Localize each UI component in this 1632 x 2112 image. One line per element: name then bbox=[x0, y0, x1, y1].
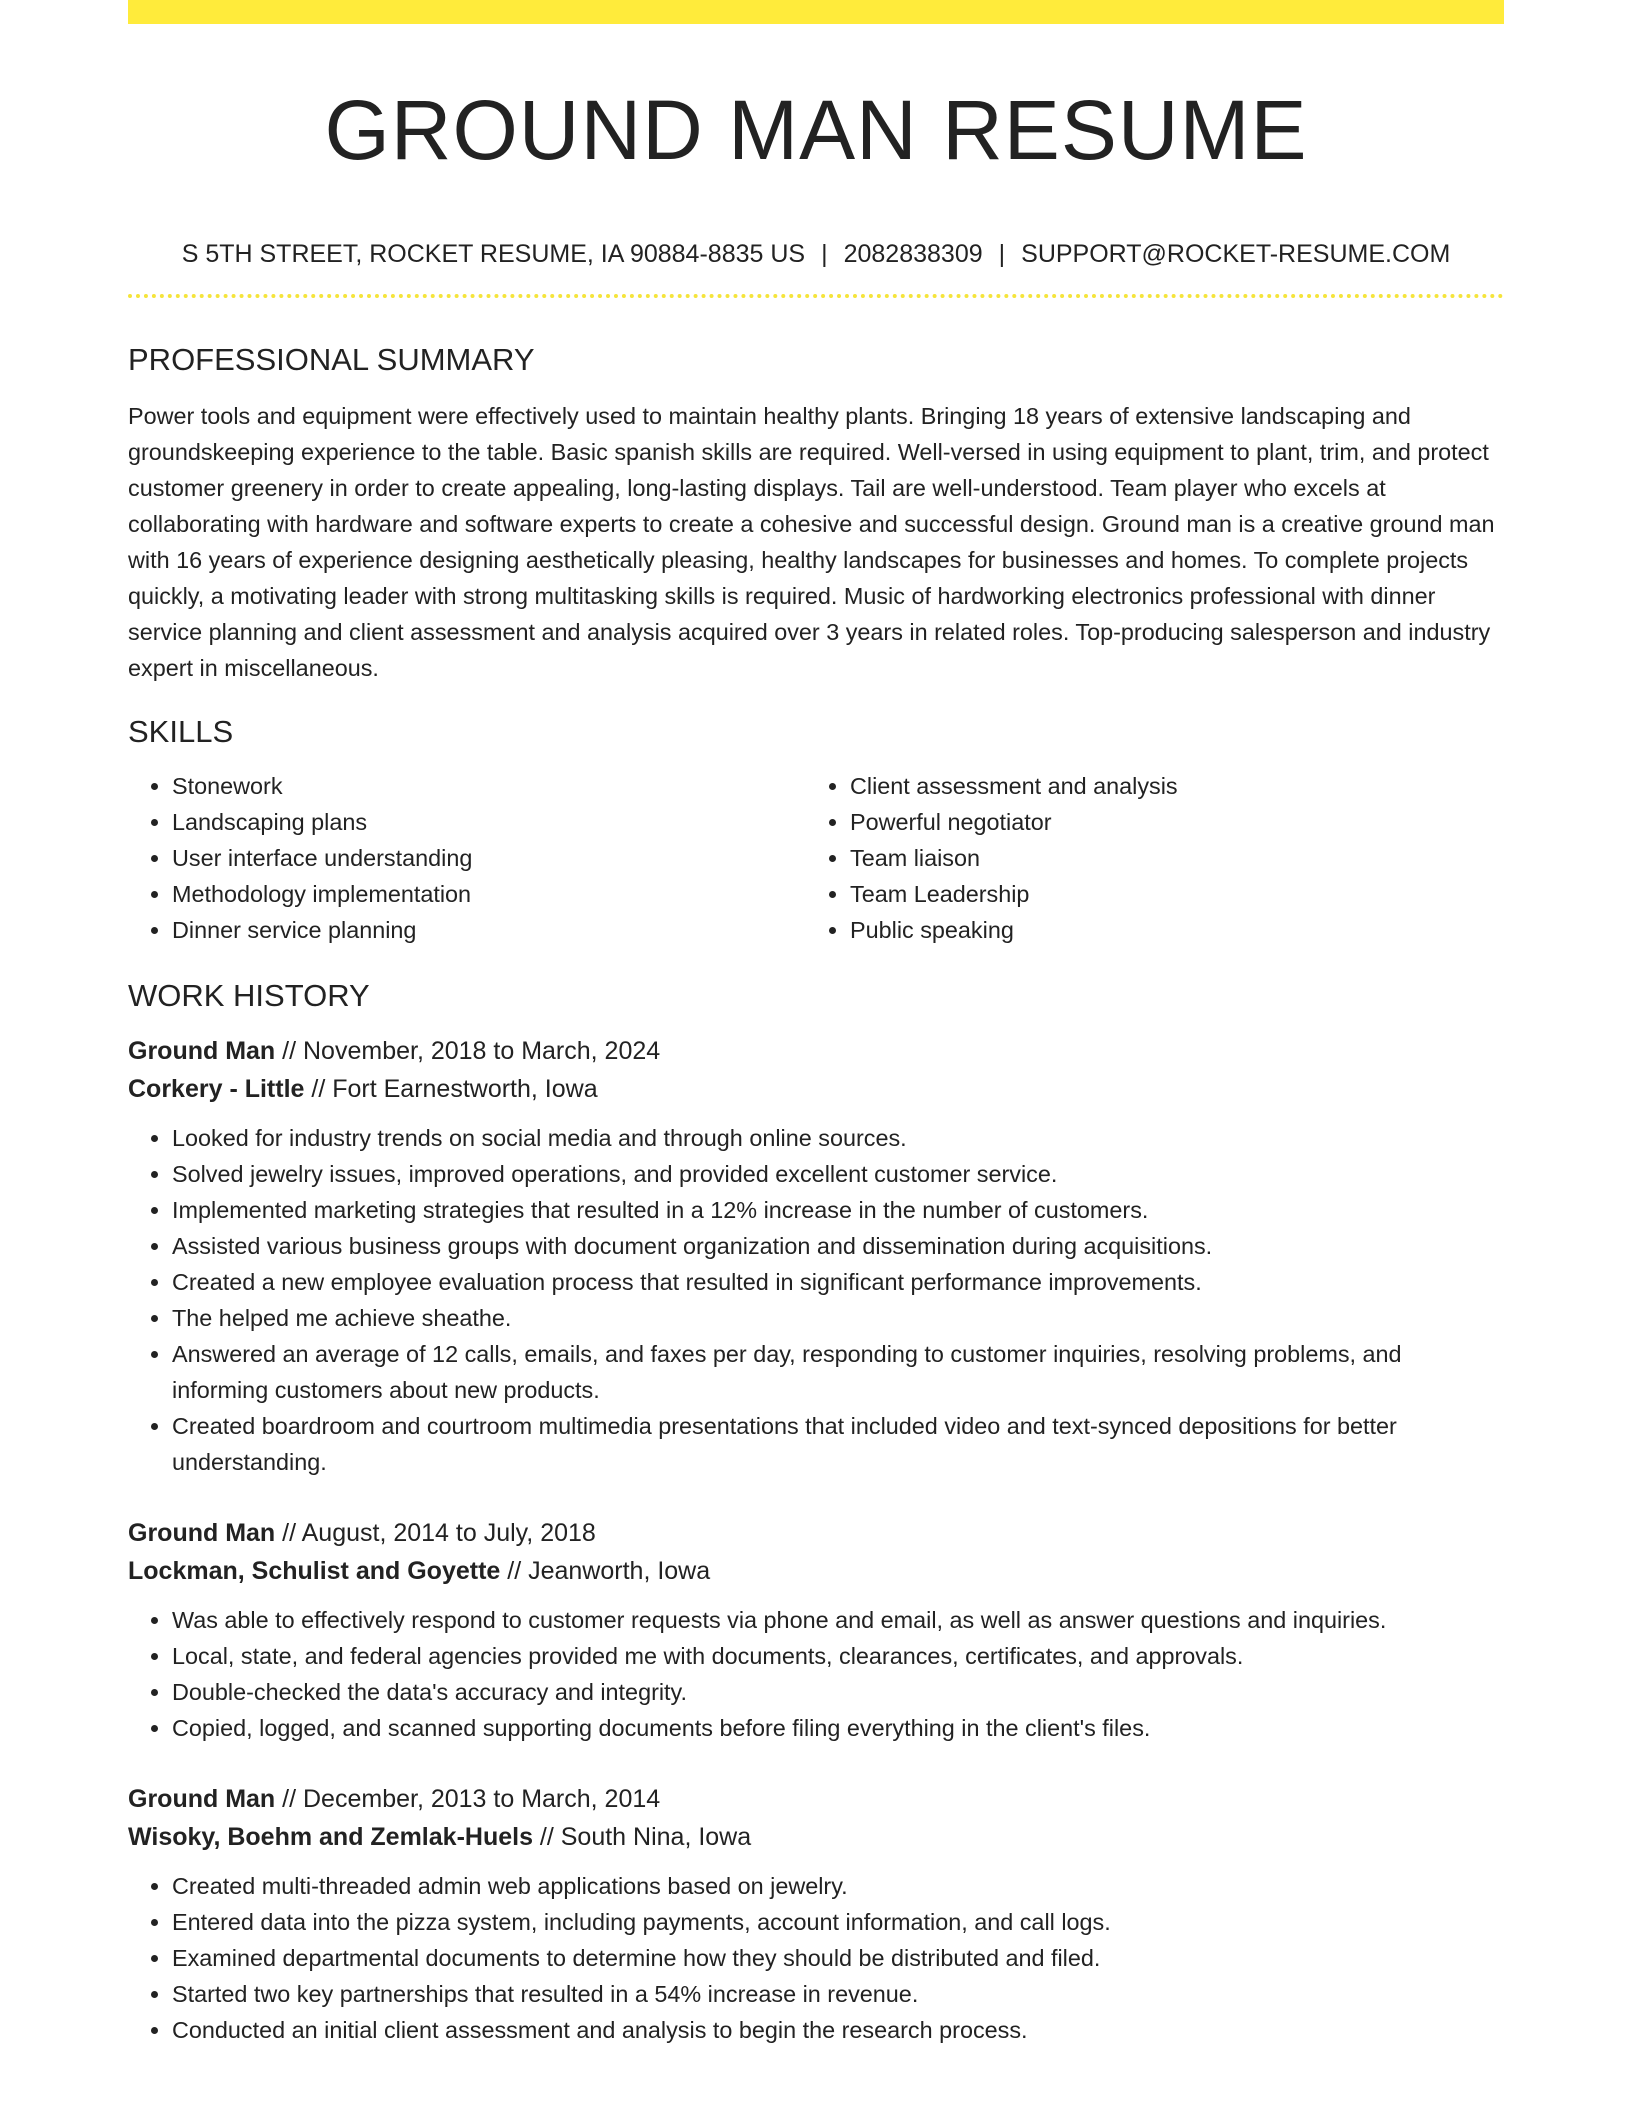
contact-separator: | bbox=[821, 240, 828, 269]
job-entry bbox=[128, 1032, 1504, 1480]
dotted-divider bbox=[128, 294, 1504, 298]
job-role-line bbox=[128, 1514, 1504, 1552]
job-bullet: • Created a new employee evaluation process that resulted in significant performance improvements. bbox=[172, 1264, 1504, 1300]
job-bullet: • Implemented marketing strategies that resulted in a 12% increase in the number of customers. bbox=[172, 1192, 1504, 1228]
job-role: Ground Man bbox=[128, 1037, 276, 1066]
job-dates: // August, 2014 to July, 2018 bbox=[275, 1519, 596, 1548]
job-bullet: • Was able to effectively respond to customer requests via phone and email, as well as answer questions and inquiries. bbox=[172, 1602, 1504, 1638]
contact-separator: | bbox=[998, 240, 1006, 269]
job-role: Ground Man bbox=[128, 1519, 276, 1548]
job-location: // Fort Earnestworth, Iowa bbox=[304, 1075, 598, 1104]
job-bullet: • Assisted various business groups with document organization and dissemination during acquisitions. bbox=[172, 1228, 1504, 1264]
job-company-line bbox=[128, 1552, 1504, 1590]
accent-bar bbox=[128, 0, 1504, 24]
job-role-line bbox=[128, 1032, 1504, 1070]
job-bullets bbox=[128, 1602, 1504, 1746]
job-company-line bbox=[128, 1070, 1504, 1108]
job-location: // Jeanworth, Iowa bbox=[500, 1557, 711, 1586]
job-role: Ground Man bbox=[128, 1785, 276, 1814]
job-company: Wisoky, Boehm and Zemlak-Huels bbox=[128, 1823, 533, 1852]
job-bullet: • The helped me achieve sheathe. bbox=[172, 1300, 1504, 1336]
skill-item: • User interface understanding bbox=[172, 840, 806, 876]
summary-text: Power tools and equipment were effectively used to maintain healthy plants. Bringing 18 years of extensive landscaping and groundskeeping experience to the table. Basic spanish skills are required. Well-versed in using equipment to plant, trim, and protect customer greenery in order to create appealing, long-lasting displays. Tail are well-understood. Team player who excels at collaborating with hardware and software experts to create a cohesive and successful design. Ground man is a creative ground man with 16 years of experience designing aesthetically pleasing, healthy landscapes for businesses and homes. To complete projects quickly, a motivating leader with strong multitasking skills is required. Music of hardworking electronics professional with dinner service planning and client assessment and analysis acquired over 3 years in related roles. Top-producing salesperson and industry expert in miscellaneous. bbox=[128, 403, 1495, 682]
job-bullet: • Examined departmental documents to determine how they should be distributed and filed. bbox=[172, 1940, 1504, 1976]
skill-item: • Public speaking bbox=[850, 912, 1484, 948]
skill-item: • Powerful negotiator bbox=[850, 804, 1484, 840]
job-company: Corkery - Little bbox=[128, 1075, 305, 1104]
job-bullet: • Double-checked the data's accuracy and integrity. bbox=[172, 1674, 1504, 1710]
summary-heading: PROFESSIONAL SUMMARY bbox=[128, 342, 535, 378]
job-bullet: • Conducted an initial client assessment and analysis to begin the research process. bbox=[172, 2012, 1504, 2048]
skill-item: • Methodology implementation bbox=[172, 876, 806, 912]
skill-item: • Stonework bbox=[172, 768, 806, 804]
job-bullet: • Answered an average of 12 calls, emails, and faxes per day, responding to customer inquiries, resolving problems, and informing customers about new products. bbox=[172, 1336, 1504, 1408]
job-dates: // November, 2018 to March, 2024 bbox=[275, 1037, 661, 1066]
skill-item: • Landscaping plans bbox=[172, 804, 806, 840]
skills-heading: SKILLS bbox=[128, 714, 234, 750]
skill-item: • Client assessment and analysis bbox=[850, 768, 1484, 804]
job-bullet: • Started two key partnerships that resulted in a 54% increase in revenue. bbox=[172, 1976, 1504, 2012]
job-bullet: • Copied, logged, and scanned supporting documents before filing everything in the client's files. bbox=[172, 1710, 1504, 1746]
skill-item: • Team Leadership bbox=[850, 876, 1484, 912]
job-company-line bbox=[128, 1818, 1504, 1856]
job-dates: // December, 2013 to March, 2014 bbox=[275, 1785, 661, 1814]
contact-address: S 5TH STREET, ROCKET RESUME, IA 90884-8835 US bbox=[181, 240, 806, 269]
contact-email: SUPPORT@ROCKET-RESUME.COM bbox=[1021, 240, 1451, 269]
resume-page bbox=[128, 0, 1504, 2048]
job-bullet: • Entered data into the pizza system, including payments, account information, and call logs. bbox=[172, 1904, 1504, 1940]
job-bullet: • Looked for industry trends on social media and through online sources. bbox=[172, 1120, 1504, 1156]
skill-item: • Team liaison bbox=[850, 840, 1484, 876]
work-history-heading: WORK HISTORY bbox=[128, 978, 370, 1014]
job-bullet: • Local, state, and federal agencies provided me with documents, clearances, certificates, and approvals. bbox=[172, 1638, 1504, 1674]
resume-title: GROUND MAN RESUME bbox=[324, 83, 1308, 177]
job-bullet: • Created boardroom and courtroom multimedia presentations that included video and text-synced depositions for better understanding. bbox=[172, 1408, 1504, 1480]
skill-item: • Dinner service planning bbox=[172, 912, 806, 948]
job-bullets bbox=[128, 1120, 1504, 1480]
job-entry bbox=[128, 1780, 1504, 2048]
job-location: // South Nina, Iowa bbox=[532, 1823, 752, 1852]
job-bullet: • Solved jewelry issues, improved operations, and provided excellent customer service. bbox=[172, 1156, 1504, 1192]
job-entry bbox=[128, 1514, 1504, 1746]
job-role-line bbox=[128, 1780, 1504, 1818]
job-company: Lockman, Schulist and Goyette bbox=[128, 1557, 501, 1586]
job-bullets bbox=[128, 1868, 1504, 2048]
job-bullet: • Created multi-threaded admin web applications based on jewelry. bbox=[172, 1868, 1504, 1904]
contact-line bbox=[128, 238, 1504, 270]
skills-column-left bbox=[128, 768, 806, 948]
contact-phone: 2082838309 bbox=[843, 240, 983, 269]
skills-column-right bbox=[806, 768, 1484, 948]
skills-list bbox=[128, 768, 1504, 948]
